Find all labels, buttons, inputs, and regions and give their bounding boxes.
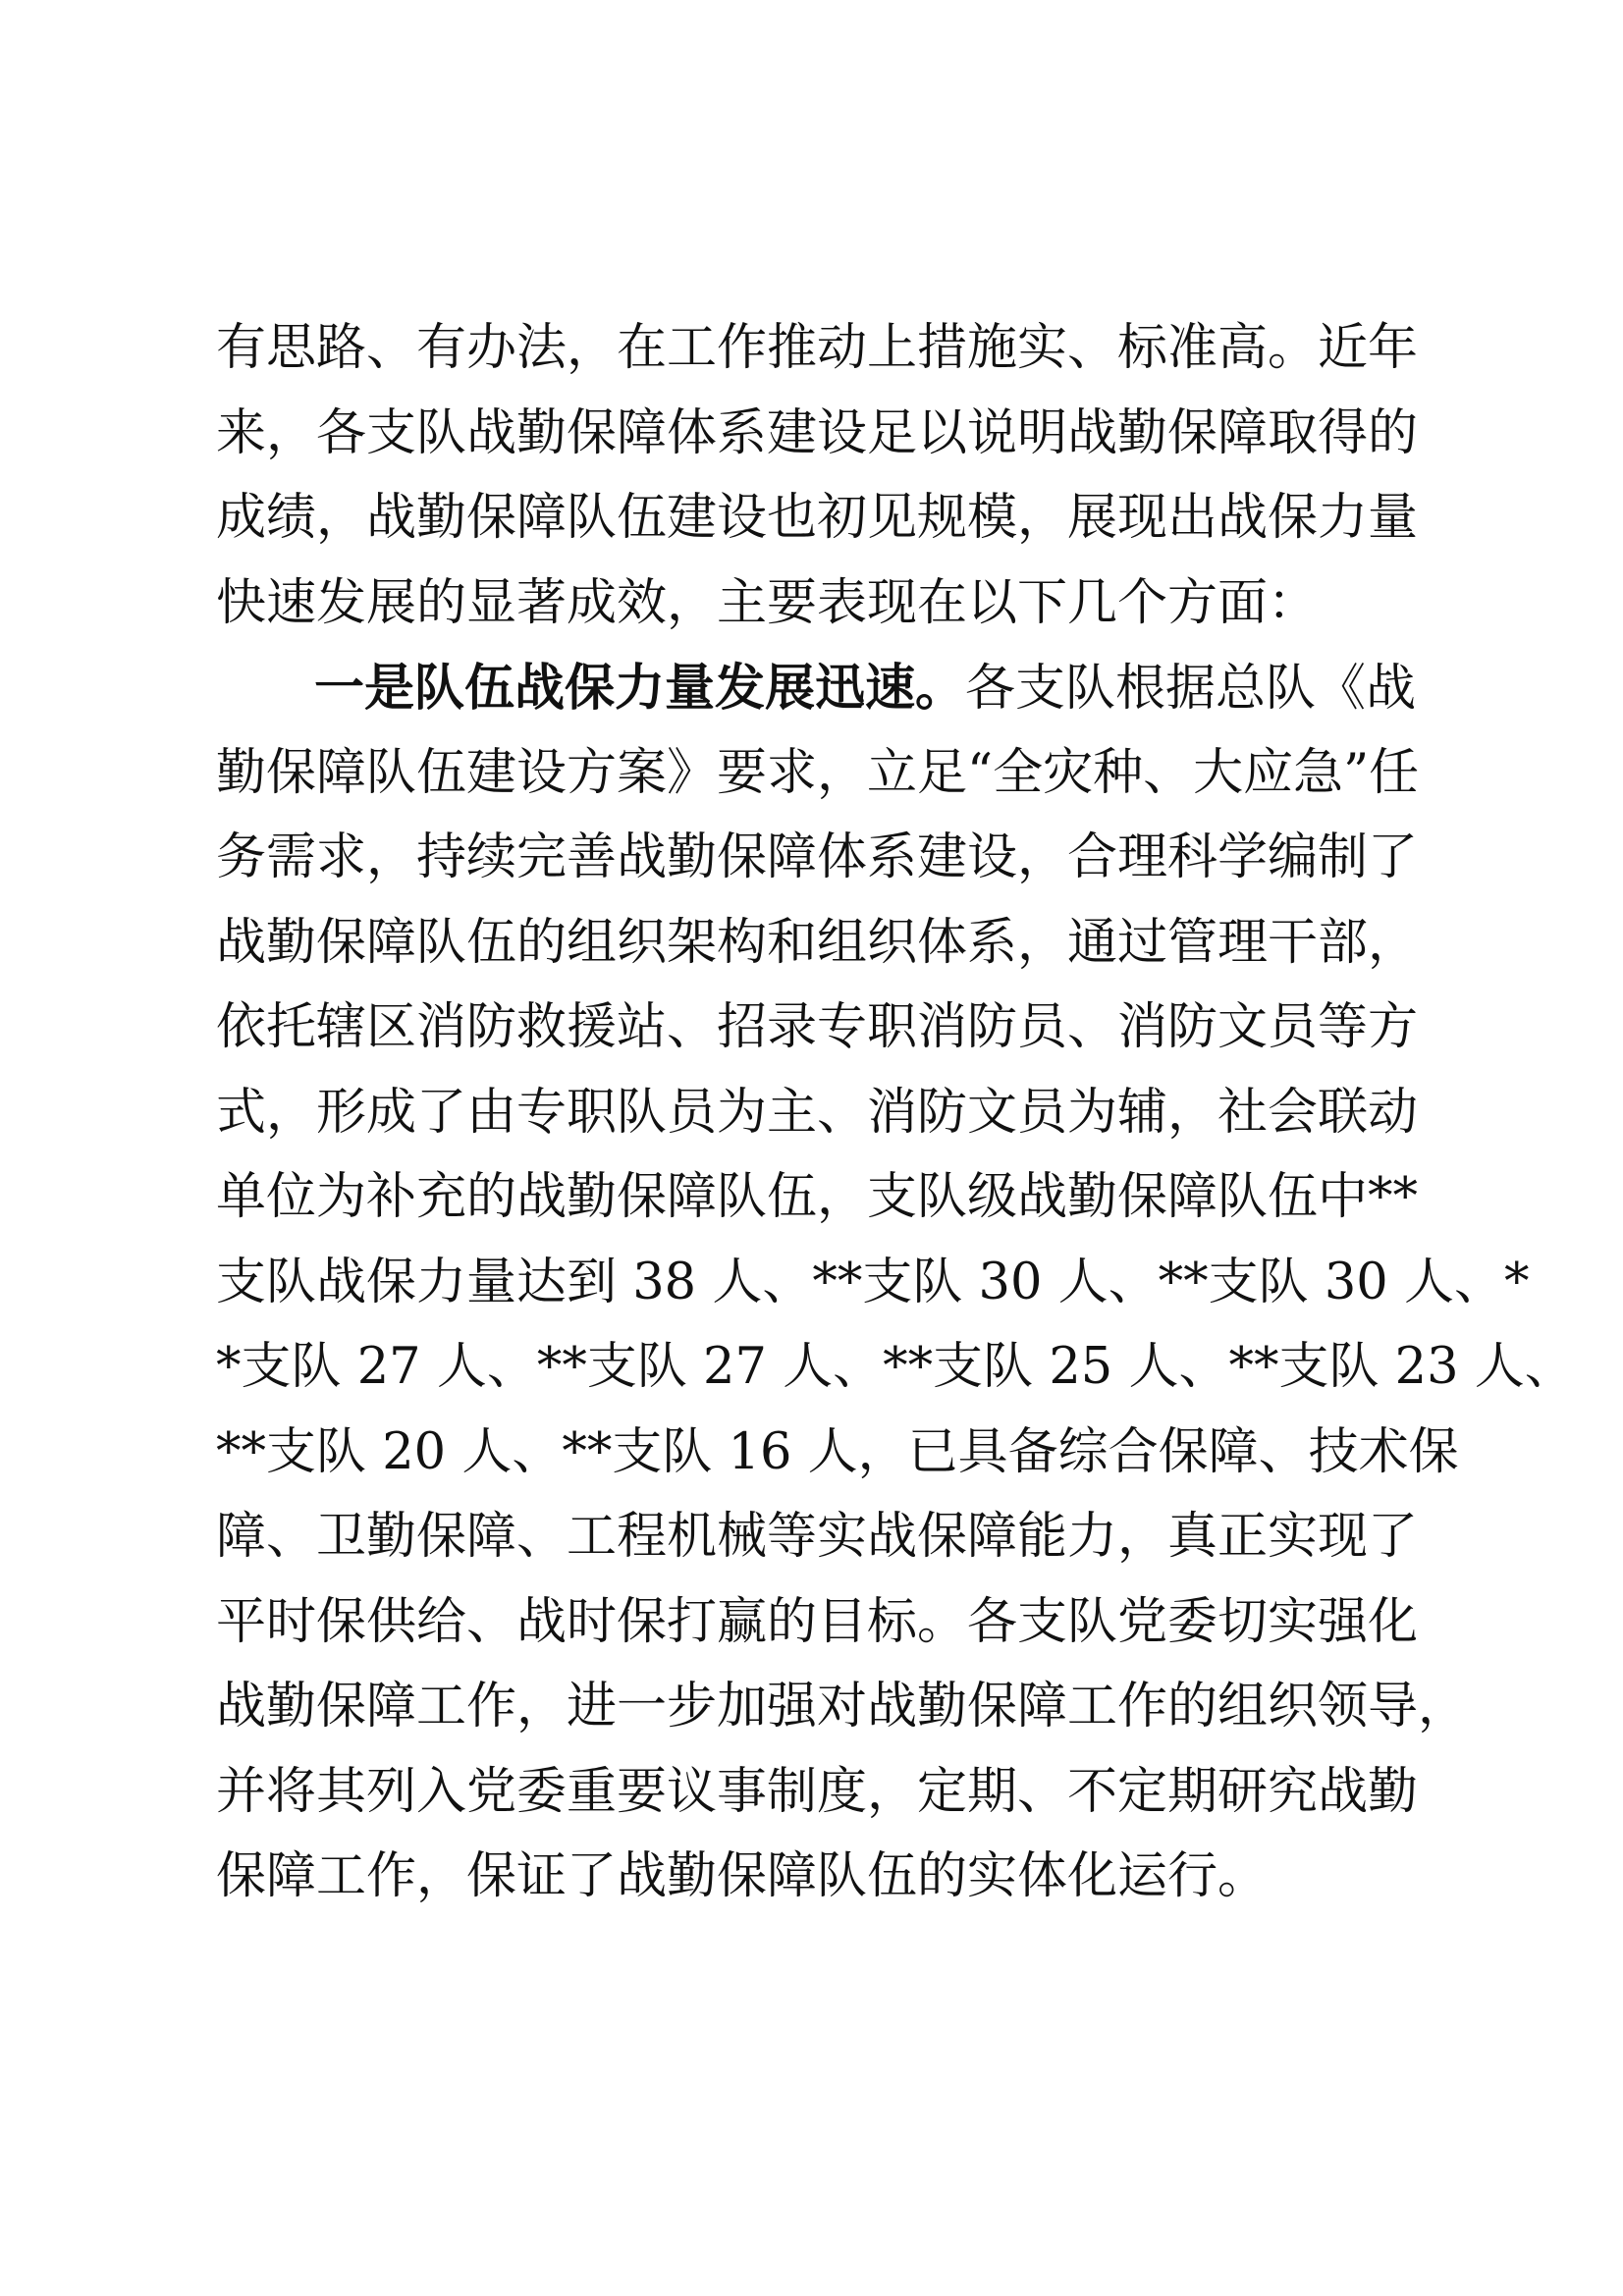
text-line: 支队战保力量达到 38 人、**支队 30 人、**支队 30 人、*	[216, 1253, 1530, 1311]
text-line: **支队 20 人、**支队 16 人，已具备综合保障、技术保	[216, 1422, 1459, 1481]
text-segment: 各支队根据总队《战	[965, 660, 1417, 718]
paragraph-1	[216, 306, 1434, 646]
text-line: 来，各支队战勤保障体系建设足以说明战勤保障取得的	[216, 403, 1419, 462]
text-line: 单位为补充的战勤保障队伍，支队级战勤保障队伍中**	[216, 1168, 1419, 1226]
text-line: 障、卫勤保障、工程机械等实战保障能力，真正实现了	[216, 1508, 1419, 1566]
body-text	[216, 306, 1575, 1920]
text-line: 务需求，持续完善战勤保障体系建设，合理科学编制了	[216, 828, 1419, 886]
text-line: 并将其列入党委重要议事制度，定期、不定期研究战勤	[216, 1762, 1419, 1821]
text-line: 战勤保障工作，进一步加强对战勤保障工作的组织领导，	[216, 1678, 1469, 1735]
text-line: 平时保供给、战时保打赢的目标。各支队党委切实强化	[216, 1592, 1419, 1651]
text-line: *支队 27 人、**支队 27 人、**支队 25 人、**支队 23 人、	[216, 1338, 1575, 1396]
text-line: 依托辖区消防救援站、招录专职消防员、消防文员等方	[216, 998, 1419, 1056]
text-line: 式，形成了由专职队员为主、消防文员为辅，社会联动	[216, 1083, 1419, 1142]
paragraph-heading: 一是队伍战保力量发展迅速。	[314, 659, 966, 718]
text-line: 保障工作，保证了战勤保障队伍的实体化运行。	[216, 1847, 1269, 1905]
paragraph-2	[216, 646, 1575, 1920]
text-line: 快速发展的显著成效，主要表现在以下几个方面：	[216, 573, 1319, 632]
text-line: 有思路、有办法，在工作推动上措施实、标准高。近年	[216, 319, 1419, 377]
text-line: 战勤保障队伍的组织架构和组织体系，通过管理干部，	[216, 913, 1419, 972]
text-line: 成绩，战勤保障队伍建设也初见规模，展现出战保力量	[216, 489, 1419, 547]
text-line: 勤保障队伍建设方案》要求，立足“全灾种、大应急”任	[216, 743, 1420, 802]
paragraph-first-line	[216, 646, 1434, 731]
